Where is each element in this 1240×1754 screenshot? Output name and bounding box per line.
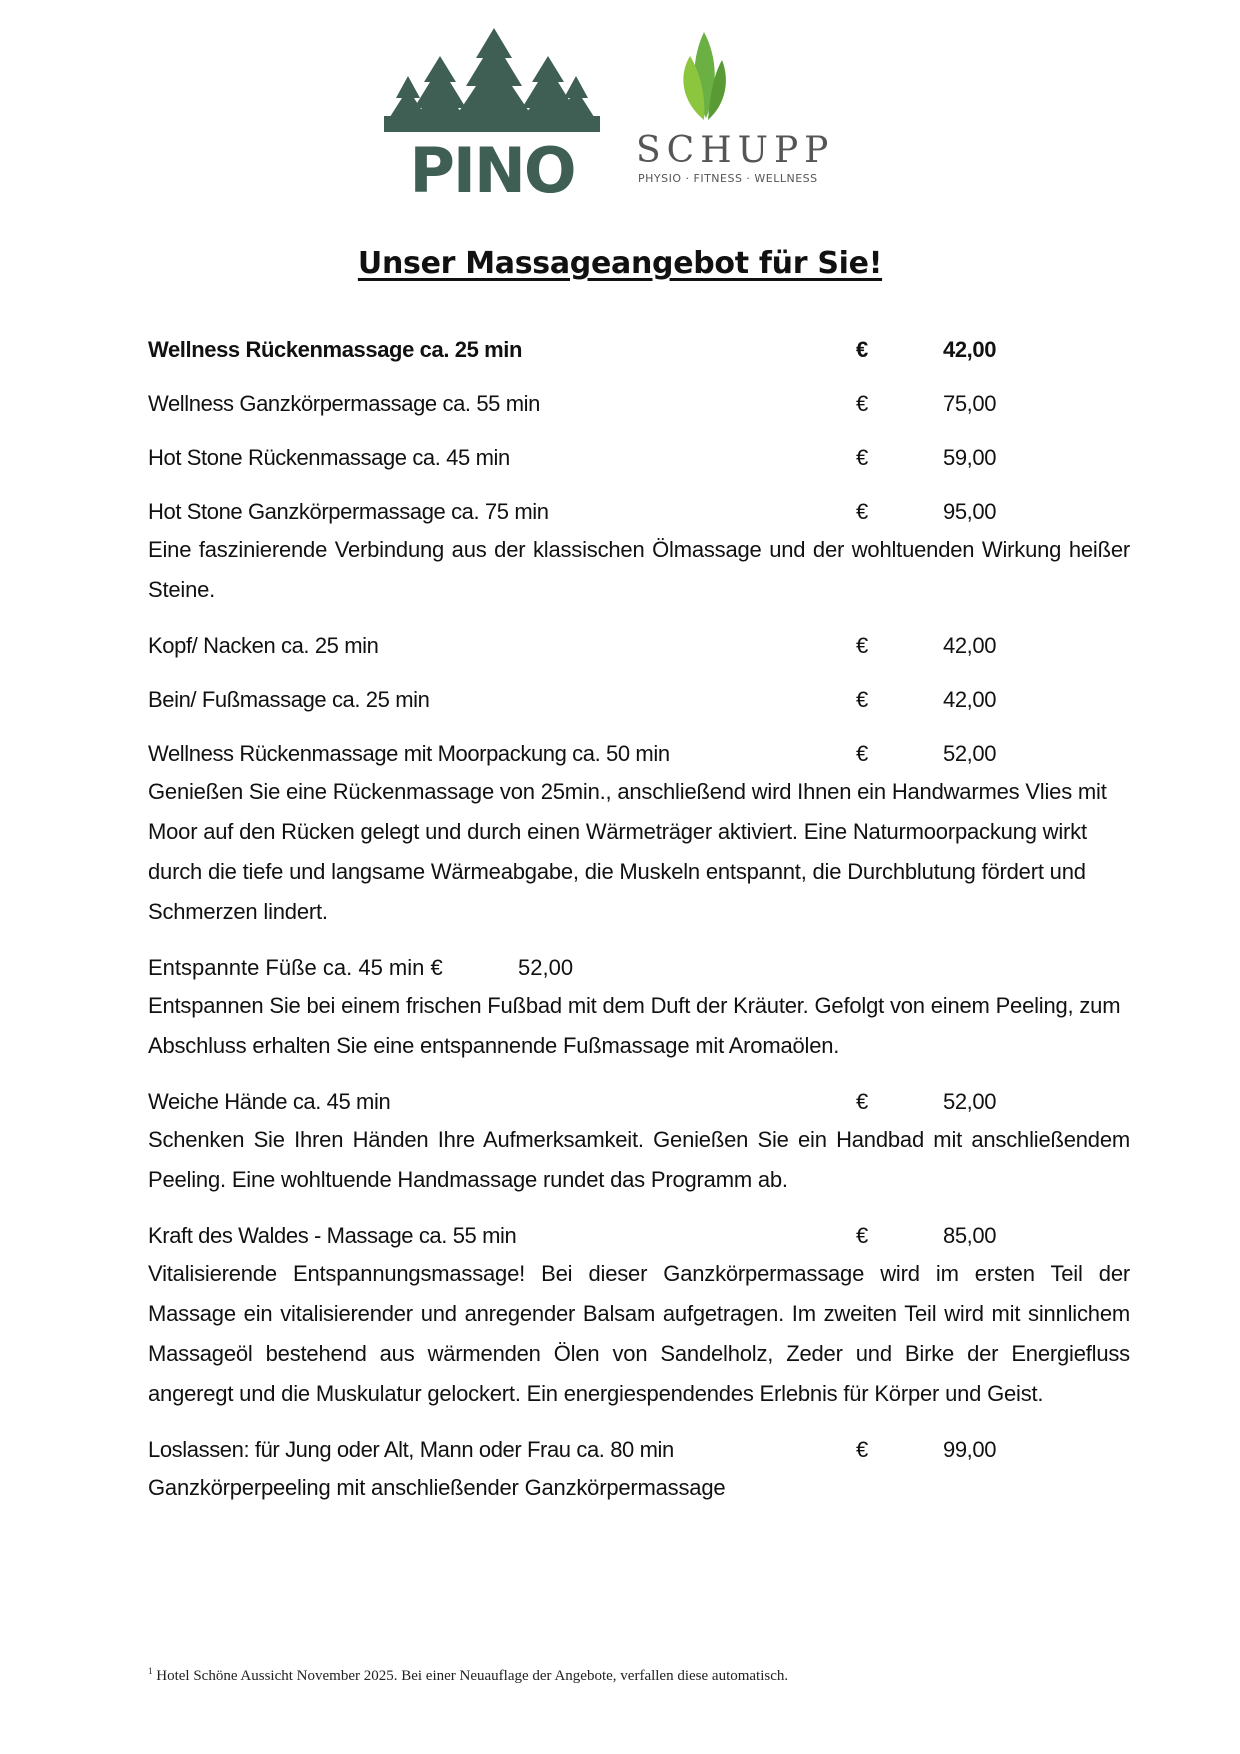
item-currency: € bbox=[856, 391, 868, 416]
item-price: 52,00 bbox=[518, 955, 574, 980]
item-row bbox=[148, 682, 1130, 718]
schupp-logo-text: SCHUPP bbox=[636, 130, 835, 171]
schupp-tagline: PHYSIO · FITNESS · WELLNESS bbox=[638, 172, 818, 185]
item-name: Weiche Hände ca. 45 min bbox=[148, 1089, 391, 1114]
item-name: Bein/ Fußmassage ca. 25 min bbox=[148, 687, 430, 712]
list-item bbox=[148, 1084, 1130, 1200]
item-name: Hot Stone Ganzkörpermassage ca. 75 min bbox=[148, 499, 549, 524]
item-name: Wellness Rückenmassage ca. 25 min bbox=[148, 337, 523, 362]
item-currency: € bbox=[856, 741, 868, 766]
pino-logo-text: PINO bbox=[409, 134, 575, 194]
item-name: Wellness Ganzkörpermassage ca. 55 min bbox=[148, 391, 540, 416]
item-description: Entspannen Sie bei einem frischen Fußbad mit dem Duft der Kräuter. Gefolgt von einem Peeling, zum Abschluss erhalten Sie eine entspannende Fußmassage mit Aromaölen. bbox=[148, 993, 1121, 1058]
item-name: Hot Stone Rückenmassage ca. 45 min bbox=[148, 445, 510, 470]
item-description: Schenken Sie Ihren Händen Ihre Aufmerksamkeit. Genießen Sie ein Handbad mit anschließendem Peeling. Eine wohltuende Handmassage rundet das Programm ab. bbox=[148, 1127, 1130, 1192]
item-row bbox=[148, 1218, 1130, 1254]
item-currency: € bbox=[856, 337, 868, 362]
item-currency: € bbox=[856, 1223, 868, 1248]
massage-list bbox=[148, 332, 1130, 1526]
list-item bbox=[148, 1218, 1130, 1414]
item-price: 52,00 bbox=[943, 741, 997, 766]
footnote-text: Hotel Schöne Aussicht November 2025. Bei einer Neuauflage der Angebote, verfallen diese automatisch. bbox=[156, 1668, 789, 1684]
list-item bbox=[148, 950, 1130, 1066]
item-name: Wellness Rückenmassage mit Moorpackung ca. 50 min bbox=[148, 741, 670, 766]
item-row bbox=[148, 1084, 1130, 1120]
item-row bbox=[148, 1432, 1130, 1468]
item-row bbox=[148, 628, 1130, 664]
list-item bbox=[148, 628, 1130, 664]
item-currency: € bbox=[856, 687, 868, 712]
list-item bbox=[148, 494, 1130, 610]
item-currency: € bbox=[856, 1089, 868, 1114]
item-price: 95,00 bbox=[943, 499, 997, 524]
item-description: Eine faszinierende Verbindung aus der klassischen Ölmassage und der wohltuenden Wirkung heißer Steine. bbox=[148, 537, 1130, 602]
item-row bbox=[148, 386, 1130, 422]
footnote bbox=[148, 1666, 788, 1685]
list-item bbox=[148, 1432, 1130, 1508]
item-name: Loslassen: für Jung oder Alt, Mann oder Frau ca. 80 min bbox=[148, 1437, 674, 1462]
footnote-mark: 1 bbox=[148, 1666, 153, 1676]
leaf-icon bbox=[683, 32, 726, 120]
item-description: Ganzkörperpeeling mit anschließender Ganzkörpermassage bbox=[148, 1475, 726, 1500]
item-name: Kraft des Waldes - Massage ca. 55 min bbox=[148, 1223, 517, 1248]
item-row bbox=[148, 332, 1130, 368]
item-name: Kopf/ Nacken ca. 25 min bbox=[148, 633, 379, 658]
item-price: 99,00 bbox=[943, 1437, 997, 1462]
list-item bbox=[148, 332, 1130, 368]
list-item bbox=[148, 736, 1130, 932]
item-description: Vitalisierende Entspannungsmassage! Bei dieser Ganzkörpermassage wird im ersten Teil der Massage ein vitalisierender und anregender Balsam aufgetragen. Im zweiten Teil wird mit sinnlichem Massageöl bestehend aus wärmenden Ölen von Sandelholz, Zeder und Birke der Energiefluss angeregt und die Muskulatur gelockert. Ein energiespendendes Erlebnis für Körper und Geist. bbox=[148, 1261, 1130, 1406]
list-item bbox=[148, 682, 1130, 718]
item-price: 52,00 bbox=[943, 1089, 997, 1114]
item-currency: € bbox=[856, 633, 868, 658]
item-currency: € bbox=[856, 1437, 868, 1462]
item-row bbox=[148, 950, 1130, 986]
list-item bbox=[148, 386, 1130, 422]
item-row bbox=[148, 440, 1130, 476]
item-currency: € bbox=[856, 445, 868, 470]
pino-logo bbox=[384, 28, 600, 194]
item-price: 75,00 bbox=[943, 391, 997, 416]
item-price: 42,00 bbox=[943, 337, 997, 362]
list-item bbox=[148, 440, 1130, 476]
item-name: Entspannte Füße ca. 45 min € bbox=[148, 955, 443, 980]
item-price: 59,00 bbox=[943, 445, 997, 470]
item-currency: € bbox=[856, 499, 868, 524]
item-price: 85,00 bbox=[943, 1223, 997, 1248]
item-description: Genießen Sie eine Rückenmassage von 25min., anschließend wird Ihnen ein Handwarmes Vlies mit Moor auf den Rücken gelegt und durch einen Wärmeträger aktiviert. Eine Naturmoorpackung wirkt durch die tiefe und langsame Wärmeabgabe, die Muskeln entspannt, die Durchblutung fördert und Schmerzen lindert. bbox=[148, 779, 1107, 924]
item-price: 42,00 bbox=[943, 687, 997, 712]
item-row bbox=[148, 736, 1130, 772]
schupp-logo bbox=[634, 30, 844, 190]
item-row bbox=[148, 494, 1130, 530]
item-price: 42,00 bbox=[943, 633, 997, 658]
page-title: Unser Massageangebot für Sie! bbox=[357, 246, 883, 281]
